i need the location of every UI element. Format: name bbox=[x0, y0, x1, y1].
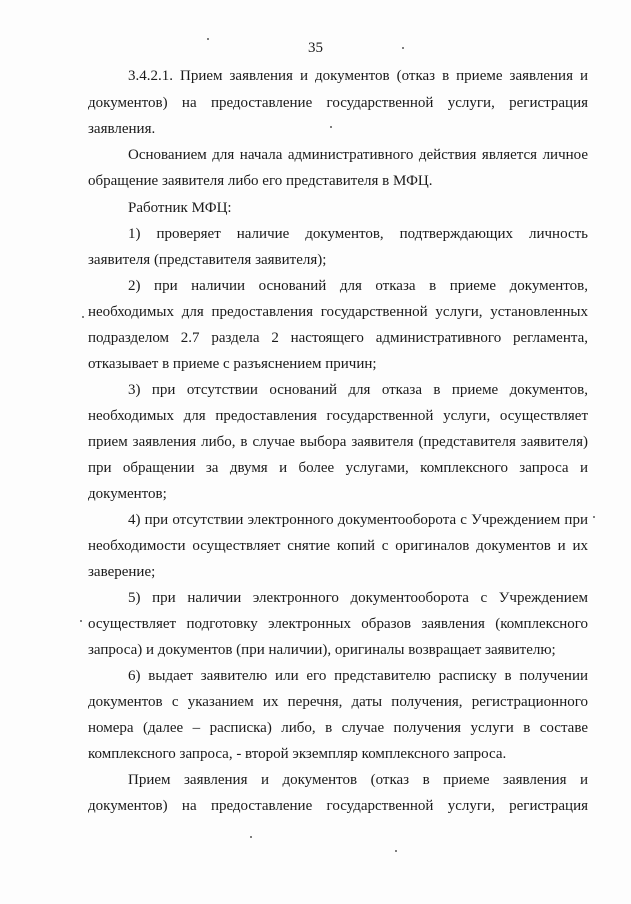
scan-speck bbox=[593, 516, 595, 518]
text-line: 2) при наличии оснований для отказа в приеме документов, bbox=[128, 278, 588, 294]
text-line: прием заявления либо, в случае выбора заявителя (представителя заявителя) bbox=[88, 434, 588, 450]
text-line: номера (далее – расписка) либо, в случае получения услуги в составе bbox=[88, 720, 588, 736]
text-line: 3) при отсутствии оснований для отказа в приеме документов, bbox=[128, 382, 588, 398]
text-line: обращение заявителя либо его представителя в МФЦ. bbox=[88, 173, 433, 189]
text-line: подразделом 2.7 раздела 2 настоящего административного регламента, bbox=[88, 330, 588, 346]
scan-speck bbox=[250, 836, 252, 838]
text-line: осуществляет подготовку электронных образов заявления (комплексного bbox=[88, 616, 588, 632]
text-line: заявителя (представителя заявителя); bbox=[88, 252, 327, 268]
text-line: запроса) и документов (при наличии), оригиналы возвращает заявителю; bbox=[88, 642, 556, 658]
text-line: комплексного запроса, - второй экземпляр комплексного запроса. bbox=[88, 746, 507, 762]
text-line: документов) на предоставление государственной услуги, регистрация bbox=[88, 798, 588, 814]
text-line: документов с указанием их перечня, даты получения, регистрационного bbox=[88, 694, 588, 710]
scan-speck bbox=[330, 126, 332, 128]
text-line: Прием заявления и документов (отказ в приеме заявления и bbox=[128, 772, 588, 788]
text-line: при обращении за двумя и более услугами, комплексного запроса и bbox=[88, 460, 588, 476]
text-line: 6) выдает заявителю или его представителю расписку в получении bbox=[128, 668, 588, 684]
text-line: заявления. bbox=[88, 121, 156, 137]
text-line: 1) проверяет наличие документов, подтверждающих личность bbox=[128, 226, 588, 242]
text-line: заверение; bbox=[88, 564, 156, 580]
text-line: Основанием для начала административного действия является личное bbox=[128, 147, 588, 163]
text-line: документов) на предоставление государственной услуги, регистрация bbox=[88, 95, 588, 111]
scan-speck bbox=[395, 850, 397, 852]
scan-speck bbox=[207, 38, 209, 40]
scan-speck bbox=[82, 316, 84, 318]
text-line: необходимых для предоставления государственной услуги, установленных bbox=[88, 304, 588, 320]
text-line: необходимости осуществляет снятие копий с оригиналов документов и их bbox=[88, 538, 588, 554]
scan-speck bbox=[402, 47, 404, 49]
text-line: документов; bbox=[88, 486, 167, 502]
text-line: 4) при отсутствии электронного документооборота с Учреждением при bbox=[128, 512, 588, 528]
text-line: отказывает в приеме с разъяснением причин; bbox=[88, 356, 377, 372]
scan-speck bbox=[80, 620, 82, 622]
page-number: 35 bbox=[308, 40, 323, 56]
text-line: 5) при наличии электронного документооборота с Учреждением bbox=[128, 590, 588, 606]
text-line: 3.4.2.1. Прием заявления и документов (отказ в приеме заявления и bbox=[128, 68, 588, 84]
text-line: Работник МФЦ: bbox=[128, 200, 232, 216]
text-line: необходимых для предоставления государственной услуги, осуществляет bbox=[88, 408, 588, 424]
